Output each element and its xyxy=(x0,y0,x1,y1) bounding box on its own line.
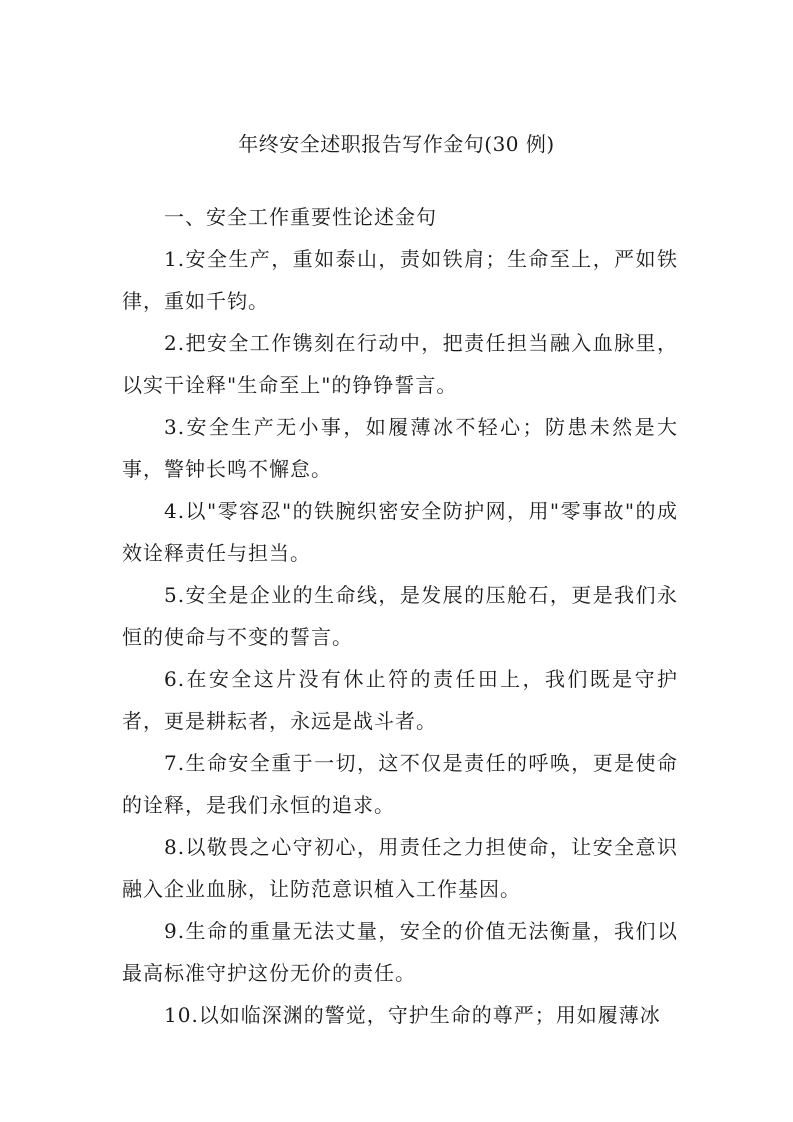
paragraph: 1.安全生产，重如泰山，责如铁肩；生命至上，严如铁律，重如千钧。 xyxy=(122,247,678,313)
paragraph: 8.以敬畏之心守初心，用责任之力担使命，让安全意识融入企业血脉，让防范意识植入工作基因。 xyxy=(122,835,678,901)
paragraph: 7.生命安全重于一切，这不仅是责任的呼唤，更是使命的诠释，是我们永恒的追求。 xyxy=(122,751,678,817)
paragraph: 3.安全生产无小事，如履薄冰不轻心；防患未然是大事，警钟长鸣不懈怠。 xyxy=(122,415,678,481)
paragraph: 4.以"零容忍"的铁腕织密安全防护网，用"零事故"的成效诠释责任与担当。 xyxy=(122,499,678,565)
paragraph: 9.生命的重量无法丈量，安全的价值无法衡量，我们以最高标准守护这份无价的责任。 xyxy=(122,919,678,985)
paragraph: 6.在安全这片没有休止符的责任田上，我们既是守护者，更是耕耘者，永远是战斗者。 xyxy=(122,667,678,733)
document-body xyxy=(122,196,678,1036)
paragraph: 5.安全是企业的生命线，是发展的压舱石，更是我们永恒的使命与不变的誓言。 xyxy=(122,583,678,649)
document-title: 年终安全述职报告写作金句(30 例) xyxy=(238,132,555,156)
section-heading: 一、安全工作重要性论述金句 xyxy=(164,205,437,229)
paragraph: 2.把安全工作镌刻在行动中，把责任担当融入血脉里，以实干诠释"生命至上"的铮铮誓言。 xyxy=(122,331,678,397)
paragraph: 10.以如临深渊的警觉，守护生命的尊严；用如履薄冰 xyxy=(164,1003,661,1027)
